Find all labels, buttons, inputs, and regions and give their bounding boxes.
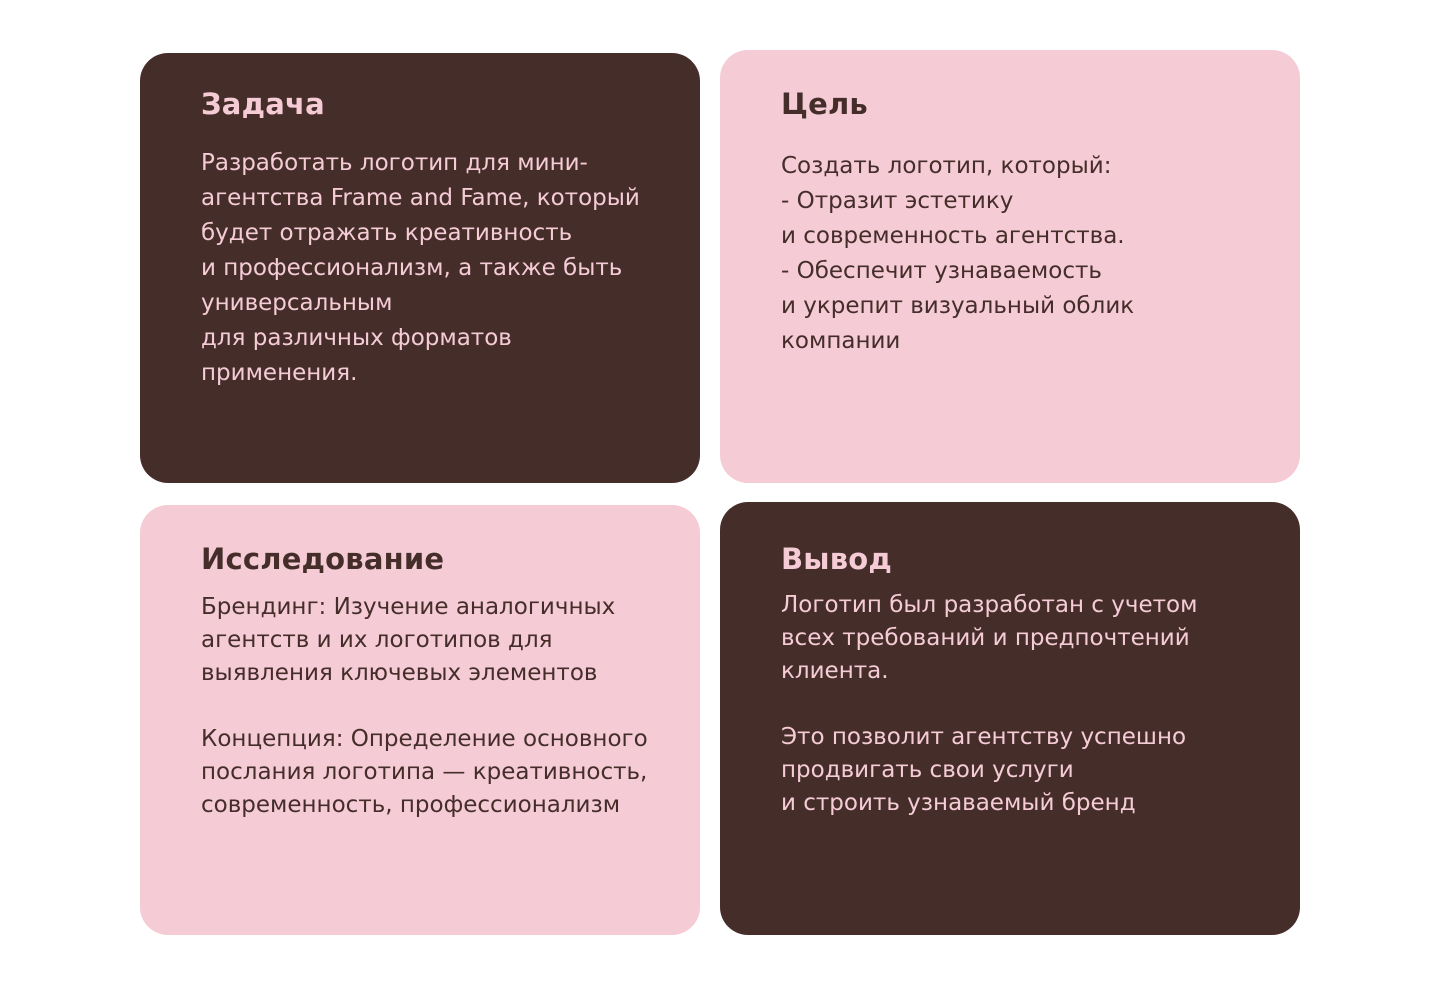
- task-card-title: Задача: [201, 87, 325, 121]
- goal-card: [720, 50, 1300, 483]
- result-card-title: Вывод: [781, 542, 893, 576]
- research-card-title: Исследование: [201, 542, 445, 576]
- task-card-text: Разработать логотип для мини- агентства Frame and Fame, который будет отражать креативность и профессионализм, а также быть универсальным для различных форматов применения.: [201, 150, 640, 386]
- result-card-text: Логотип был разработан с учетом всех требований и предпочтений клиента. Это позволит агентству успешно продвигать свои услуги и строить узнаваемый бренд: [781, 592, 1198, 816]
- research-card: [140, 505, 700, 935]
- task-card: [140, 53, 700, 483]
- result-card: [720, 502, 1300, 935]
- goal-card-title: Цель: [781, 87, 868, 121]
- research-card-text: Брендинг: Изучение аналогичных агентств и их логотипов для выявления ключевых элементов Концепция: Определение основного послания логотипа — креативность, современность, профессионализм: [201, 594, 648, 818]
- goal-card-text: Создать логотип, который: - Отразит эстетику и современность агентства. - Обеспечит узнаваемость и укрепит визуальный облик компании: [781, 153, 1135, 354]
